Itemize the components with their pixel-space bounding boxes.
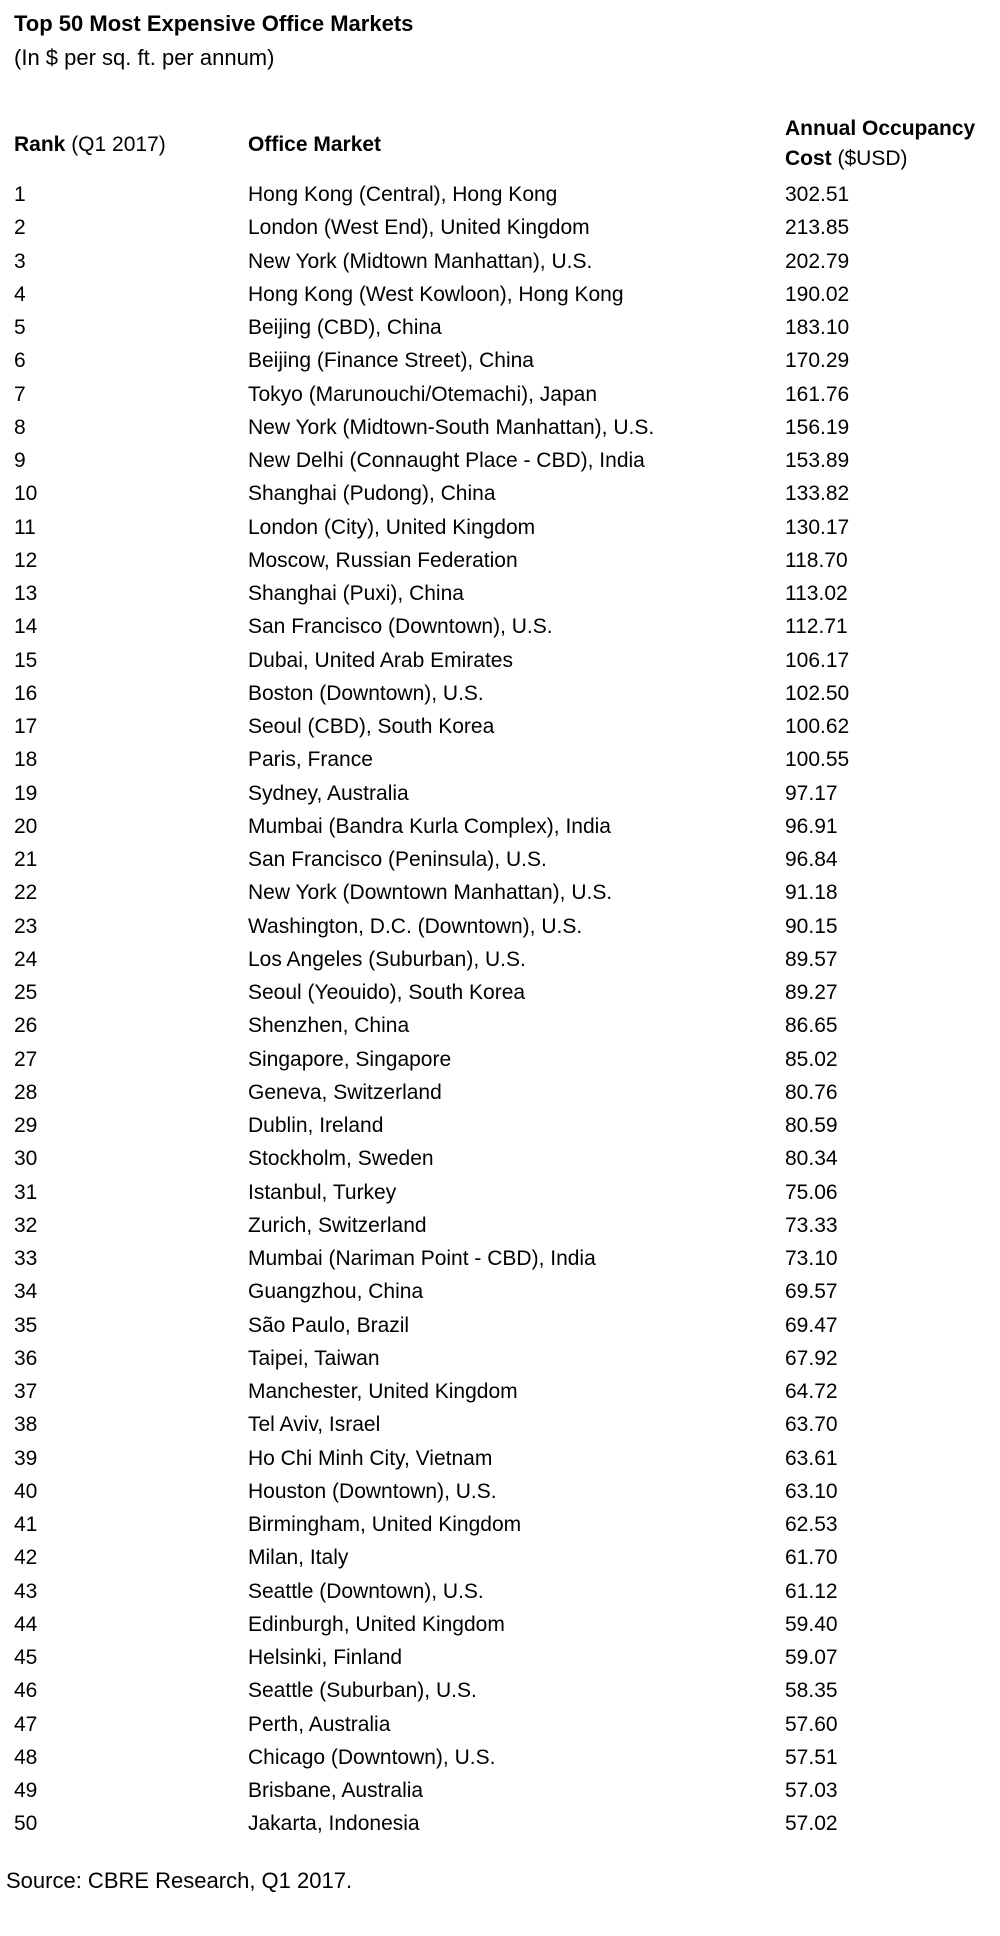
table-row (0, 644, 1000, 677)
market-cell: Los Angeles (Suburban), U.S. (248, 947, 526, 971)
market-cell: Chicago (Downtown), U.S. (248, 1745, 496, 1769)
market-cell: London (West End), United Kingdom (248, 216, 590, 240)
cost-cell: 85.02 (785, 1047, 838, 1071)
market-cell: Mumbai (Nariman Point - CBD), India (248, 1247, 596, 1270)
table-row (0, 1442, 1000, 1475)
market-cell: Dublin, Ireland (248, 1114, 384, 1137)
rank-cell: 42 (14, 1546, 38, 1570)
table-row (0, 245, 1000, 278)
rank-cell: 39 (14, 1446, 38, 1470)
market-cell: Shanghai (Puxi), China (248, 582, 464, 605)
market-cell: Stockholm, Sweden (248, 1147, 434, 1171)
rank-cell: 43 (14, 1579, 38, 1603)
column-header-cost (785, 114, 995, 174)
source-note: Source: CBRE Research, Q1 2017. (6, 1868, 353, 1893)
table-row (0, 610, 1000, 643)
market-cell: Seoul (CBD), South Korea (248, 715, 495, 738)
table-row (0, 1043, 1000, 1076)
rank-cell: 12 (14, 548, 38, 572)
cost-cell: 153.89 (785, 449, 850, 472)
cost-cell: 100.55 (785, 748, 850, 772)
market-cell: Dubai, United Arab Emirates (248, 648, 513, 672)
rank-cell: 37 (14, 1380, 38, 1403)
table-row (0, 1708, 1000, 1741)
market-cell: Jakarta, Indonesia (248, 1812, 420, 1836)
rank-header-qualifier: (Q1 2017) (65, 133, 166, 156)
market-cell: Seattle (Suburban), U.S. (248, 1679, 477, 1703)
cost-cell: 57.51 (785, 1745, 838, 1769)
table-row (0, 1209, 1000, 1242)
market-cell: Edinburgh, United Kingdom (248, 1612, 505, 1636)
market-cell: Zurich, Switzerland (248, 1213, 427, 1237)
rank-cell: 41 (14, 1513, 38, 1536)
cost-cell: 183.10 (785, 316, 850, 339)
table-row (0, 344, 1000, 377)
market-cell: Istanbul, Turkey (248, 1180, 397, 1204)
market-cell: Shenzhen, China (248, 1014, 410, 1038)
table-row (0, 1109, 1000, 1142)
market-cell: Seattle (Downtown), U.S. (248, 1579, 484, 1603)
market-cell: Geneva, Switzerland (248, 1080, 442, 1104)
cost-cell: 90.15 (785, 914, 838, 938)
rank-cell: 30 (14, 1147, 38, 1171)
rank-cell: 50 (14, 1812, 38, 1836)
cost-cell: 213.85 (785, 216, 850, 240)
table-row (0, 1508, 1000, 1541)
rank-cell: 38 (14, 1413, 38, 1437)
cost-header-line1: Annual Occupancy (785, 117, 976, 140)
market-cell: Hong Kong (West Kowloon), Hong Kong (248, 282, 624, 306)
cost-cell: 86.65 (785, 1014, 838, 1038)
rank-cell: 29 (14, 1114, 38, 1137)
rank-cell: 22 (14, 881, 38, 905)
cost-cell: 106.17 (785, 648, 850, 672)
page-title: Top 50 Most Expensive Office Markets (14, 11, 414, 36)
market-cell: New York (Midtown Manhattan), U.S. (248, 249, 593, 273)
rank-cell: 44 (14, 1612, 38, 1636)
cost-cell: 80.59 (785, 1114, 838, 1137)
table-row (0, 378, 1000, 411)
table-row (0, 943, 1000, 976)
cost-cell: 202.79 (785, 249, 850, 273)
rank-cell: 46 (14, 1679, 38, 1703)
cost-cell: 73.33 (785, 1213, 838, 1237)
cost-cell: 75.06 (785, 1180, 838, 1204)
table-row (0, 876, 1000, 909)
table-row (0, 1176, 1000, 1209)
market-cell: San Francisco (Peninsula), U.S. (248, 848, 547, 871)
cost-cell: 57.02 (785, 1812, 838, 1836)
market-cell: Manchester, United Kingdom (248, 1380, 518, 1403)
table-row (0, 1242, 1000, 1275)
rank-cell: 40 (14, 1479, 38, 1503)
table-row (0, 843, 1000, 876)
rank-cell: 27 (14, 1047, 38, 1071)
table-row (0, 710, 1000, 743)
table-row (0, 1076, 1000, 1109)
rank-cell: 9 (14, 449, 26, 472)
table-row (0, 976, 1000, 1009)
cost-cell: 170.29 (785, 349, 850, 373)
rank-cell: 17 (14, 715, 38, 738)
table-row (0, 544, 1000, 577)
rank-cell: 35 (14, 1313, 38, 1337)
cost-cell: 190.02 (785, 282, 850, 306)
market-cell: Brisbane, Australia (248, 1779, 424, 1802)
cost-cell: 96.84 (785, 848, 838, 871)
cost-cell: 64.72 (785, 1380, 838, 1403)
rank-cell: 26 (14, 1014, 38, 1038)
cost-cell: 57.03 (785, 1779, 838, 1802)
cost-cell: 102.50 (785, 681, 850, 705)
rank-cell: 31 (14, 1180, 38, 1204)
rank-cell: 10 (14, 482, 38, 506)
cost-cell: 112.71 (785, 615, 848, 639)
market-cell: Beijing (Finance Street), China (248, 349, 534, 373)
market-cell: Shanghai (Pudong), China (248, 482, 496, 506)
table-row (0, 1009, 1000, 1042)
cost-header-bold: Cost (785, 147, 832, 170)
cost-cell: 80.76 (785, 1080, 838, 1104)
rank-cell: 4 (14, 282, 26, 306)
market-cell: Seoul (Yeouido), South Korea (248, 981, 526, 1004)
cost-cell: 113.02 (785, 582, 848, 605)
market-cell: Boston (Downtown), U.S. (248, 681, 484, 705)
rank-cell: 33 (14, 1247, 38, 1270)
market-cell: New York (Downtown Manhattan), U.S. (248, 881, 613, 905)
table-row (0, 444, 1000, 477)
rank-cell: 21 (14, 848, 38, 871)
table-row (0, 1741, 1000, 1774)
table-row (0, 1575, 1000, 1608)
cost-cell: 118.70 (785, 548, 848, 572)
market-cell: São Paulo, Brazil (248, 1313, 410, 1337)
market-cell: Tel Aviv, Israel (248, 1413, 381, 1437)
rank-cell: 25 (14, 981, 38, 1004)
table-row (0, 1541, 1000, 1574)
table-row (0, 577, 1000, 610)
table-row (0, 1142, 1000, 1175)
market-cell: Ho Chi Minh City, Vietnam (248, 1446, 493, 1470)
market-cell: Hong Kong (Central), Hong Kong (248, 183, 558, 206)
column-header-rank (14, 131, 166, 159)
rank-cell: 7 (14, 382, 26, 406)
rank-cell: 47 (14, 1712, 38, 1736)
cost-cell: 91.18 (785, 881, 838, 905)
rank-cell: 20 (14, 814, 38, 838)
table-row (0, 211, 1000, 244)
table-row (0, 677, 1000, 710)
cost-cell: 100.62 (785, 715, 850, 738)
table-header (0, 114, 1000, 174)
cost-cell: 61.12 (785, 1579, 838, 1603)
rank-cell: 13 (14, 582, 38, 605)
market-cell: Washington, D.C. (Downtown), U.S. (248, 914, 583, 938)
cost-cell: 67.92 (785, 1346, 838, 1370)
market-cell: New York (Midtown-South Manhattan), U.S. (248, 415, 655, 439)
cost-cell: 62.53 (785, 1513, 838, 1536)
market-cell: Singapore, Singapore (248, 1047, 452, 1071)
cost-cell: 302.51 (785, 183, 850, 206)
market-cell: Taipei, Taiwan (248, 1346, 380, 1370)
cost-cell: 63.61 (785, 1446, 838, 1470)
cost-cell: 96.91 (785, 814, 838, 838)
rank-header-bold: Rank (14, 133, 66, 156)
table-row (0, 278, 1000, 311)
table-row (0, 810, 1000, 843)
rank-cell: 24 (14, 947, 38, 971)
rank-cell: 36 (14, 1346, 38, 1370)
cost-cell: 69.57 (785, 1280, 838, 1304)
table-row (0, 178, 1000, 211)
cost-cell: 89.57 (785, 947, 838, 971)
market-cell: Houston (Downtown), U.S. (248, 1479, 497, 1503)
table-row (0, 1375, 1000, 1408)
table-row (0, 1774, 1000, 1807)
cost-cell: 73.10 (785, 1247, 838, 1270)
table-row (0, 1641, 1000, 1674)
rank-cell: 19 (14, 781, 38, 805)
table-row (0, 1309, 1000, 1342)
table-row (0, 743, 1000, 776)
table-row (0, 411, 1000, 444)
cost-cell: 130.17 (785, 515, 850, 539)
cost-cell: 63.10 (785, 1479, 838, 1503)
rank-cell: 34 (14, 1280, 38, 1304)
rank-cell: 49 (14, 1779, 38, 1802)
rank-cell: 14 (14, 615, 38, 639)
table-row (0, 1608, 1000, 1641)
table-row (0, 1674, 1000, 1707)
rank-cell: 16 (14, 681, 38, 705)
table-row (0, 1342, 1000, 1375)
table-row (0, 1275, 1000, 1308)
rank-cell: 28 (14, 1080, 38, 1104)
rank-cell: 2 (14, 216, 26, 240)
cost-cell: 59.07 (785, 1646, 838, 1669)
cost-cell: 59.40 (785, 1612, 838, 1636)
table-row (0, 311, 1000, 344)
table-row (0, 511, 1000, 544)
market-cell: Helsinki, Finland (248, 1646, 403, 1669)
market-cell: San Francisco (Downtown), U.S. (248, 615, 553, 639)
column-header-market: Office Market (248, 133, 382, 156)
cost-cell: 69.47 (785, 1313, 838, 1337)
table-body (0, 178, 1000, 1841)
market-cell: Guangzhou, China (248, 1280, 424, 1304)
cost-cell: 57.60 (785, 1712, 838, 1736)
rank-cell: 3 (14, 249, 26, 273)
table-row (0, 1807, 1000, 1840)
market-cell: Mumbai (Bandra Kurla Complex), India (248, 814, 611, 838)
cost-cell: 89.27 (785, 981, 838, 1004)
table-row (0, 1475, 1000, 1508)
cost-cell: 80.34 (785, 1147, 838, 1171)
table-row (0, 1408, 1000, 1441)
market-cell: Perth, Australia (248, 1712, 391, 1736)
rank-cell: 8 (14, 415, 26, 439)
rank-cell: 15 (14, 648, 38, 672)
cost-cell: 58.35 (785, 1679, 838, 1703)
rank-cell: 48 (14, 1745, 38, 1769)
market-cell: Birmingham, United Kingdom (248, 1513, 522, 1536)
market-cell: New Delhi (Connaught Place - CBD), India (248, 449, 645, 472)
rank-cell: 45 (14, 1646, 38, 1669)
rank-cell: 5 (14, 316, 26, 339)
rank-cell: 18 (14, 748, 38, 772)
page-subtitle: (In $ per sq. ft. per annum) (14, 45, 275, 70)
cost-cell: 161.76 (785, 382, 850, 406)
table-row (0, 777, 1000, 810)
market-cell: Paris, France (248, 748, 373, 772)
cost-cell: 63.70 (785, 1413, 838, 1437)
market-cell: Tokyo (Marunouchi/Otemachi), Japan (248, 382, 597, 406)
table-row (0, 477, 1000, 510)
market-cell: Sydney, Australia (248, 781, 409, 805)
cost-cell: 156.19 (785, 415, 850, 439)
rank-cell: 23 (14, 914, 38, 938)
cost-cell: 97.17 (785, 781, 838, 805)
cost-cell: 61.70 (785, 1546, 838, 1570)
market-cell: Beijing (CBD), China (248, 316, 442, 339)
rank-cell: 1 (14, 183, 26, 206)
market-cell: London (City), United Kingdom (248, 515, 536, 539)
rank-cell: 32 (14, 1213, 38, 1237)
market-cell: Milan, Italy (248, 1546, 349, 1570)
rank-cell: 11 (14, 515, 36, 539)
rank-cell: 6 (14, 349, 26, 373)
market-cell: Moscow, Russian Federation (248, 548, 518, 572)
cost-header-unit: ($USD) (831, 147, 908, 170)
table-row (0, 910, 1000, 943)
cost-cell: 133.82 (785, 482, 850, 506)
